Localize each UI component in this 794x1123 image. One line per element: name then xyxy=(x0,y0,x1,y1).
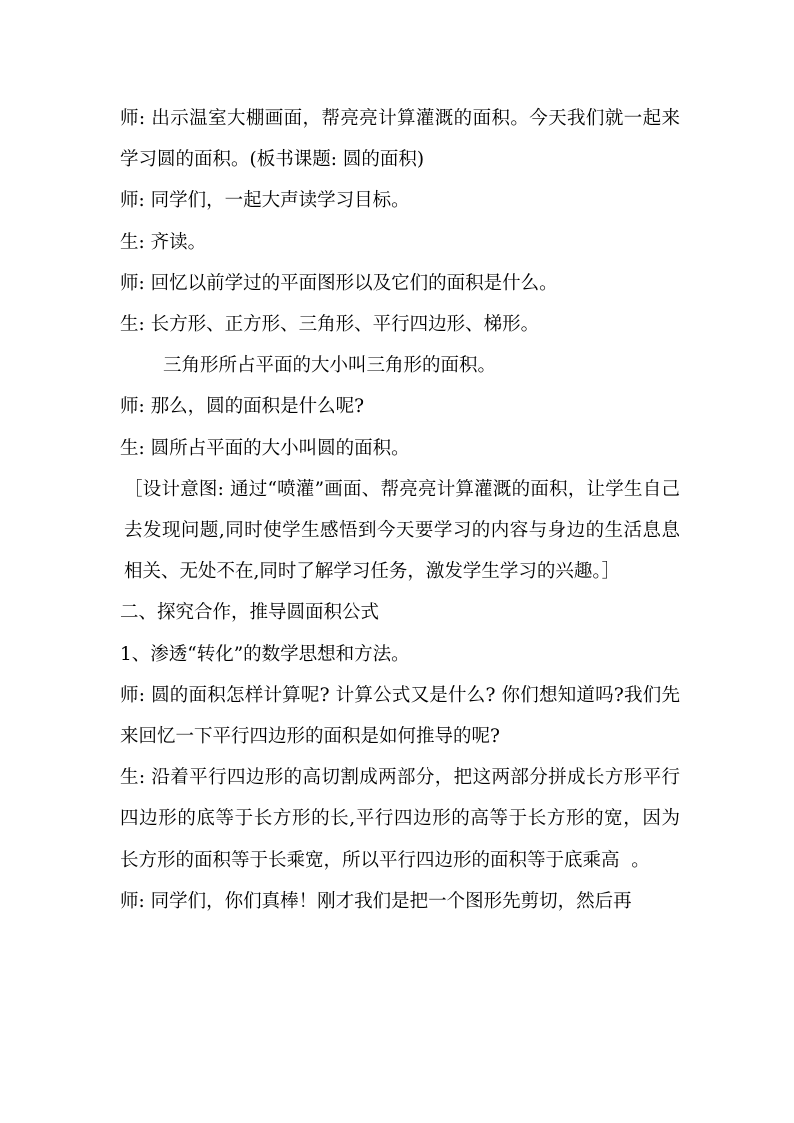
paragraph-student-circle-answer: 生: 圆所占平面的大小叫圆的面积。 xyxy=(120,437,410,459)
section-heading-explore: 二、探究合作，推导圆面积公式 xyxy=(120,602,380,624)
paragraph-triangle-area: 三角形所占平面的大小叫三角形的面积。 xyxy=(163,355,497,377)
paragraph-teacher-recall: 师: 回忆以前学过的平面图形以及它们的面积是什么。 xyxy=(120,272,558,294)
paragraph-teacher-read-goals: 师: 同学们，一起大声读学习目标。 xyxy=(120,190,410,212)
paragraph-teacher-intro: 师: 出示温室大棚画面，帮亮亮计算灌溉的面积。今天我们就一起来学习圆的面积。(板书课题: 圆的面积) xyxy=(120,108,680,171)
paragraph-student-read: 生: 齐读。 xyxy=(120,231,207,253)
paragraph-teacher-praise: 师: 同学们，你们真棒！刚才我们是把一个图形先剪切，然后再 xyxy=(120,890,632,912)
document-body xyxy=(120,98,680,922)
subheading-transform: 1、渗透“转化”的数学思想和方法。 xyxy=(120,643,410,665)
paragraph-teacher-formula: 师: 圆的面积怎样计算呢? 计算公式又是什么? 你们想知道吗?我们先来回忆一下平行四边形的面积是如何推导的呢? xyxy=(120,684,680,748)
paragraph-student-parallelogram: 生: 沿着平行四边形的高切割成两部分，把这两部分拼成长方形平行四边形的底等于长方形的长,平行四边形的高等于长方形的宽，因为长方形的面积等于长乘宽，所以平行四边形的面积等于底乘高 。 xyxy=(120,767,680,871)
paragraph-design-intent: ［设计意图: 通过“喷灌”画面、帮亮亮计算灌溉的面积，让学生自己去发现问题,同时使学生感悟到今天要学习的内容与身边的生活息息相关、无处不在,同时了解学习任务，激发学生学习的兴趣。］ xyxy=(124,478,680,583)
paragraph-teacher-circle-question: 师: 那么，圆的面积是什么呢? xyxy=(120,396,365,418)
paragraph-student-shapes: 生: 长方形、正方形、三角形、平行四边形、梯形。 xyxy=(120,314,540,336)
